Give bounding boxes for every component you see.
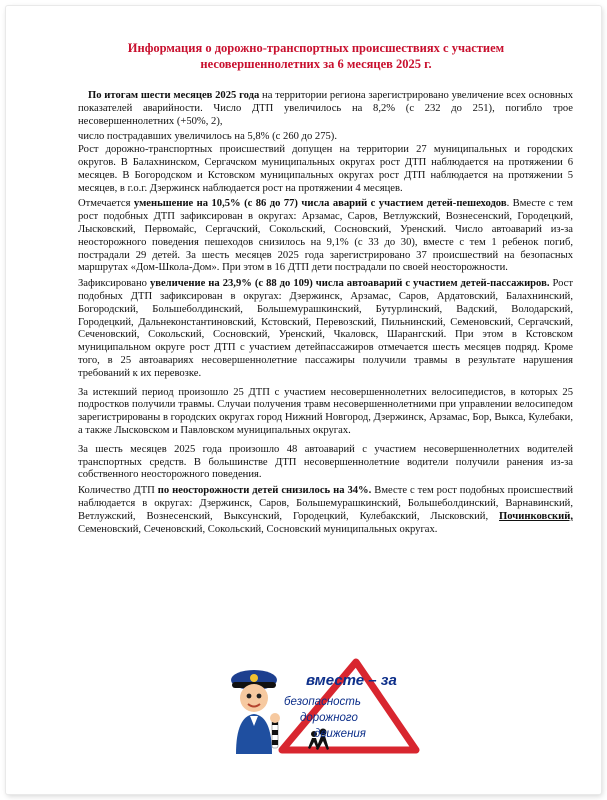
paragraph-cyclists: За истекший период произошло 25 ДТП с участием несовершеннолетних велосипедистов, в которых 25 подростков получили травмы. Случаи получения травм несовершеннолетними при управлении велосипедом зарегистрированы в городских округах город Нижний Новгород, Дзержинск, Арзамас, Бор, Выкса, Кулебаки, а также Лысковском и Павловском муниципальных округах. <box>78 386 573 436</box>
pedestrians-text-2: . Вместе с тем рост подобных ДТП зафиксирован в округах: Арзамас, Саров, Ветлужский, Вознесенский, Городецкий, Лысковский, Первомайс, Сергачский, Сокольский, Сосновский, Уренский. Число автоаварий из-за неосторожного поведения пешеходов снизилось на 9,1% (с 33 до 30), вместе с тем 1 ребенок погиб, пострадали 29 детей. За шесть месяцев 2025 года зарегистрировано 37 происшествий на безопасных маршрутах «Дом-Школа-Дом». При этом в 16 ДТП дети пострадали по своей неосторожности. <box>78 198 573 274</box>
paragraph-summary-text: на территории региона зарегистрировано увеличение всех основных показателей аварийности. Число ДТП увеличилось на 8,2% (с 232 до 251), погибло трое несовершеннолетних (+50%, 2), <box>78 90 573 127</box>
negligence-text-2: Вместе с тем рост подобных происшествий наблюдается в округах: Дзержинск, Саров, Большемурашкинский, Большеболдинский, Варнавинский, Ветлужский, Вознесенский, Выксунский, Городецкий, Кулебакский, Лысковский, <box>78 485 574 522</box>
logo-line-2: безопасность <box>284 696 361 708</box>
pedestrians-text-1: Отмечается <box>78 198 134 210</box>
passengers-text-1: Зафиксировано <box>78 278 150 290</box>
document-page <box>6 6 601 794</box>
road-safety-logo <box>220 656 420 756</box>
passengers-bold: увеличение на 23,9% (с 88 до 109) числа автоаварий с участием детей-пассажиров. <box>149 278 550 290</box>
document-body <box>78 90 573 536</box>
paragraph-districts-growth: Рост дорожно-транспортных происшествий допущен на территории 27 муниципальных и городских округов. В Балахнинском, Сергачском муниципальных округах рост ДТП наблюдается на протяжении 6 месяцев. В Богородском и Кстовском муниципальных округах рост ДТП наблюдается на протяжении 5 месяцев, в г.о.г. Дзержинск наблюдается рост на протяжении 4 месяцев. <box>78 144 573 194</box>
logo-line-1: вместе – за <box>306 672 397 689</box>
title-line-2: несовершеннолетних за 6 месяцев 2025 г. <box>200 57 432 71</box>
negligence-text-3: Семеновский, Сеченовский, Сокольский, Сосновский муниципальных округах. <box>78 523 438 535</box>
negligence-text-1: Количество ДТП <box>78 485 158 497</box>
logo-line-4: движения <box>314 728 366 740</box>
paragraph-summary <box>78 90 573 128</box>
paragraph-passengers <box>78 278 573 380</box>
paragraph-drivers: За шесть месяцев 2025 года произошло 48 автоаварий с участием несовершеннолетних водителей транспортных средств. В большинстве ДТП несовершеннолетние водители получили ранения из-за собственного неосторожного поведения. <box>78 443 573 481</box>
document-title <box>66 40 566 72</box>
passengers-text-2: Рост подобных ДТП зафиксирован в округах: Дзержинск, Арзамас, Саров, Ардатовский, Балахнинский, Богородский, Большеболдинский, Большемурашкинский, Бутурлинский, Вадский, Володарский, Городецкий, Дальнеконстантиновский, Кстовский, Перевозский, Пильнинский, Семеновский, Сергачский, Сеченовский, Сокольский, Сосновский, Уренский, Чкаловск, Шарангский. При этом в Кстовском муниципальном округе рост ДТП с участием детейпассажиров отмечается шесть месяцев подряд. Кроме того, в 25 автоавариях несовершеннолетние пассажиры получили травмы в результате нарушения требований к их перевозке. <box>78 278 573 379</box>
title-line-1: Информация о дорожно-транспортных происшествиях с участием <box>127 41 505 55</box>
paragraph-victims: число пострадавших увеличилось на 5,8% (с 260 до 275). <box>78 131 337 143</box>
paragraph-pedestrians <box>78 198 573 275</box>
paragraph-summary-bold: По итогам шести месяцев 2025 года <box>88 90 260 101</box>
pedestrians-bold: уменьшение на 10,5% (с 86 до 77) числа аварий с участием детей-пешеходов <box>133 198 507 210</box>
logo-line-3: дорожного <box>300 712 358 724</box>
paragraph-child-negligence <box>78 485 573 536</box>
negligence-underlined: Починковский, <box>499 510 573 522</box>
negligence-bold: по неосторожности детей снизилось на 34%. <box>157 485 372 497</box>
